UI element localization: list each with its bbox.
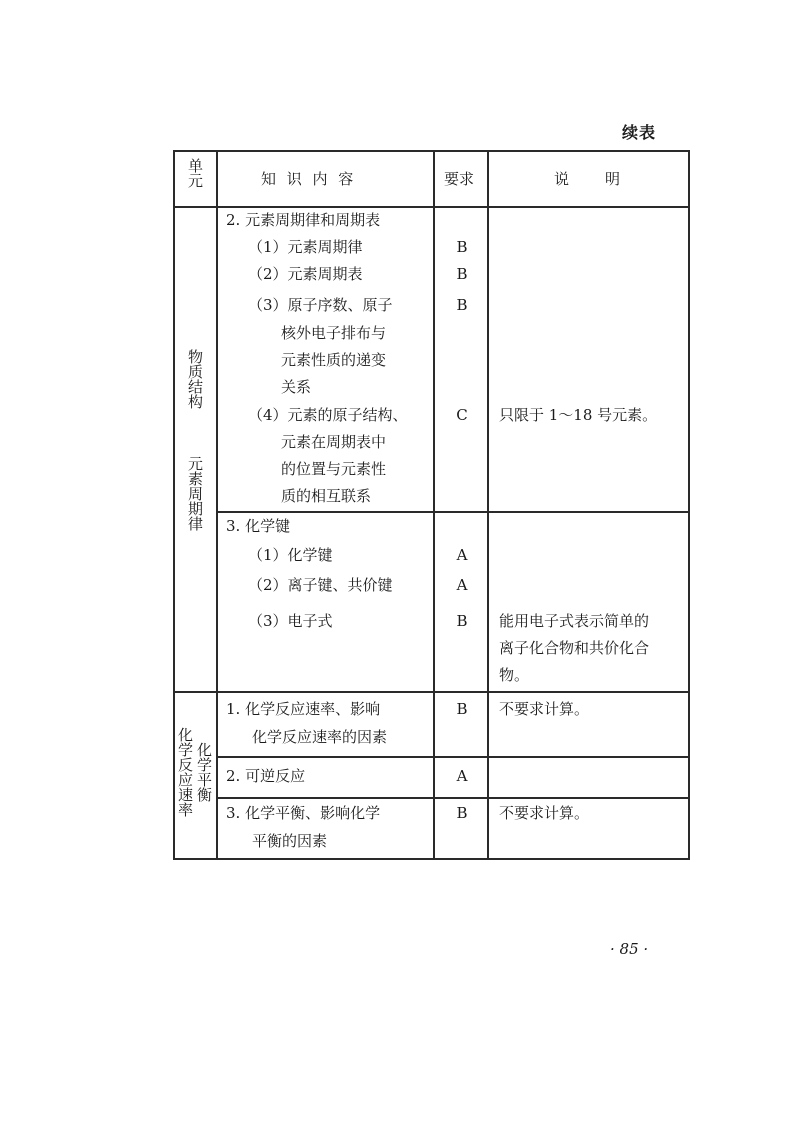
header-unit: 单元 [186, 158, 204, 188]
periodic-item-3-line3: 元素性质的递变 [281, 351, 387, 369]
periodic-item-4-note: 只限于 1～18 号元素。 [499, 406, 658, 424]
bond-item-2-req: A [456, 576, 468, 594]
unit-label-reaction-rate: 化学反应速率 [176, 727, 194, 817]
unit-label-structure: 物质结构 [186, 349, 204, 409]
periodic-item-2-req: B [456, 265, 468, 283]
bond-item-3-note-line2: 离子化合物和共价化合 [499, 639, 650, 657]
bond-item-3-req: B [456, 612, 468, 630]
rate-row-1-req: B [456, 700, 468, 718]
bond-item-2: （2）离子键、共价键 [248, 576, 393, 594]
periodic-item-3-line4: 关系 [281, 378, 312, 396]
section-divider-bond [216, 511, 690, 513]
bond-item-3: （3）电子式 [248, 612, 333, 630]
unit-label-equilibrium: 化学平衡 [195, 742, 213, 802]
page-number: · 85 · [610, 940, 649, 958]
row-divider-equilibrium [216, 797, 690, 799]
header-note: 说 明 [554, 170, 623, 188]
rate-row-2: 2. 可逆反应 [226, 767, 306, 785]
rate-row-3-line2: 平衡的因素 [252, 832, 328, 850]
periodic-item-3-line1: （3）原子序数、原子 [248, 296, 393, 314]
unit-label-periodic-law: 元素周期律 [186, 456, 204, 531]
periodic-item-1: （1）元素周期律 [248, 238, 363, 256]
periodic-item-4-line4: 质的相互联系 [281, 487, 372, 505]
table-bottom-border [173, 858, 690, 860]
periodic-item-3-line2: 核外电子排布与 [281, 324, 387, 342]
column-divider-requirement [487, 150, 489, 860]
section-title-bond: 3. 化学键 [226, 517, 291, 535]
rate-row-3-req: B [456, 804, 468, 822]
periodic-item-4-line2: 元素在周期表中 [281, 433, 387, 451]
header-divider [173, 206, 690, 208]
periodic-item-2: （2）元素周期表 [248, 265, 363, 283]
rate-row-1-note: 不要求计算。 [499, 700, 590, 718]
periodic-item-4-req: C [456, 406, 468, 424]
rate-row-2-req: A [456, 767, 468, 785]
rate-row-3-line1: 3. 化学平衡、影响化学 [226, 804, 381, 822]
rate-row-1-line1: 1. 化学反应速率、影响 [226, 700, 381, 718]
requirements-table [173, 150, 690, 860]
periodic-item-1-req: B [456, 238, 468, 256]
rate-row-3-note: 不要求计算。 [499, 804, 590, 822]
bond-item-1-req: A [456, 546, 468, 564]
continued-label: 续表 [622, 123, 657, 142]
periodic-item-4-line1: （4）元素的原子结构、 [248, 406, 408, 424]
table-left-border [173, 150, 175, 860]
bond-item-3-note-line3: 物。 [499, 666, 530, 684]
unit-divider [173, 691, 690, 693]
bond-item-1: （1）化学键 [248, 546, 333, 564]
rate-row-1-line2: 化学反应速率的因素 [252, 728, 388, 746]
column-divider-unit [216, 150, 218, 860]
periodic-item-4-line3: 的位置与元素性 [281, 460, 387, 478]
header-requirement: 要求 [444, 170, 475, 188]
table-right-border [688, 150, 690, 860]
periodic-item-3-req: B [456, 296, 468, 314]
header-content: 知 识 内 容 [261, 170, 357, 188]
table-top-border [173, 150, 690, 152]
section-title-periodic: 2. 元素周期律和周期表 [226, 211, 381, 229]
column-divider-content [433, 150, 435, 860]
row-divider-reversible [216, 756, 690, 758]
bond-item-3-note-line1: 能用电子式表示简单的 [499, 612, 650, 630]
